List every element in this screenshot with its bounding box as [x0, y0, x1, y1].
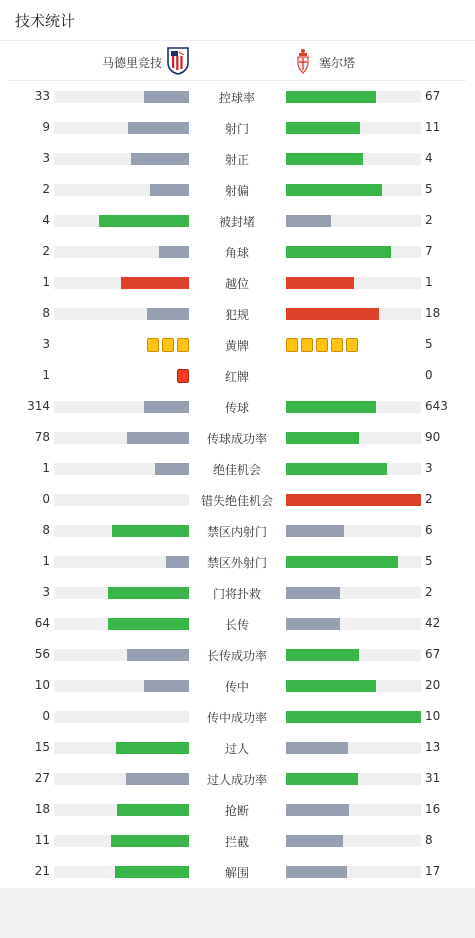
away-bar-track — [286, 401, 421, 413]
home-value: 3 — [42, 151, 50, 165]
stat-label: 过人成功率 — [206, 773, 267, 787]
away-bar-fill — [286, 711, 421, 723]
stat-row — [0, 422, 475, 453]
stat-row — [0, 732, 475, 763]
home-value: 2 — [42, 244, 50, 258]
yellow-card-icon — [331, 338, 343, 352]
away-bar-track — [286, 91, 421, 103]
away-bar-track — [286, 711, 421, 723]
home-bar-track — [54, 308, 189, 320]
home-bar-track — [54, 463, 189, 475]
away-value: 643 — [425, 399, 448, 413]
home-bar-fill — [115, 866, 189, 878]
stat-label: 禁区内射门 — [206, 525, 267, 539]
stat-label: 犯规 — [224, 308, 249, 322]
away-value: 2 — [425, 492, 433, 506]
home-value: 8 — [42, 523, 50, 537]
away-bar-fill — [286, 649, 359, 661]
stat-row — [0, 329, 475, 360]
stat-row — [0, 205, 475, 236]
home-bar-track — [54, 401, 189, 413]
away-value: 16 — [425, 802, 441, 816]
home-bar-track — [54, 184, 189, 196]
home-bar-fill — [116, 742, 189, 754]
home-bar-fill — [131, 153, 189, 165]
stat-label: 禁区外射门 — [206, 556, 267, 570]
home-bar-fill — [111, 835, 189, 847]
home-bar-fill — [112, 525, 189, 537]
stat-label: 传中 — [224, 680, 249, 694]
home-bar-fill — [127, 432, 189, 444]
stat-row — [0, 577, 475, 608]
home-value: 33 — [34, 89, 50, 103]
away-value: 1 — [425, 275, 433, 289]
home-value: 78 — [34, 430, 50, 444]
away-value: 11 — [425, 120, 441, 134]
away-bar-track — [286, 463, 421, 475]
home-value: 2 — [42, 182, 50, 196]
stat-row — [0, 174, 475, 205]
home-value: 1 — [42, 461, 50, 475]
home-bar-fill — [108, 618, 189, 630]
away-bar-fill — [286, 432, 359, 444]
stat-row — [0, 794, 475, 825]
away-bar-fill — [286, 556, 398, 568]
home-bar-track — [54, 556, 189, 568]
away-value: 3 — [425, 461, 433, 475]
away-bar-fill — [286, 866, 347, 878]
away-bar-fill — [286, 773, 358, 785]
stat-label: 红牌 — [224, 370, 249, 384]
stat-row — [0, 825, 475, 856]
home-bar-track — [54, 277, 189, 289]
away-bar-fill — [286, 246, 391, 258]
stat-row — [0, 546, 475, 577]
away-bar-track — [286, 122, 421, 134]
home-bar-fill — [121, 277, 189, 289]
away-value: 2 — [425, 585, 433, 599]
home-bar-fill — [150, 184, 189, 196]
stat-label: 控球率 — [218, 91, 255, 105]
stat-label: 被封堵 — [218, 215, 255, 229]
home-bar-track — [54, 773, 189, 785]
home-value: 1 — [42, 275, 50, 289]
away-bar-track — [286, 153, 421, 165]
home-bar-track — [54, 649, 189, 661]
home-bar-track — [54, 587, 189, 599]
away-bar-fill — [286, 587, 340, 599]
away-value: 10 — [425, 709, 441, 723]
away-bar-fill — [286, 308, 379, 320]
stat-label: 射门 — [224, 122, 249, 136]
away-bar-fill — [286, 494, 421, 506]
yellow-card-icon — [177, 338, 189, 352]
away-value: 5 — [425, 554, 433, 568]
home-value: 3 — [42, 585, 50, 599]
home-bar-fill — [144, 401, 189, 413]
home-value: 1 — [42, 368, 50, 382]
stat-row — [0, 267, 475, 298]
page-title: 技术统计 — [15, 12, 76, 30]
stat-label: 拦截 — [224, 835, 249, 849]
stat-label: 射正 — [224, 153, 249, 167]
stat-label: 绝佳机会 — [212, 463, 261, 477]
away-value: 20 — [425, 678, 441, 692]
home-bar-track — [54, 618, 189, 630]
away-value: 6 — [425, 523, 433, 537]
away-value: 67 — [425, 647, 441, 661]
away-bar-track — [286, 277, 421, 289]
home-bar-fill — [166, 556, 189, 568]
stat-label: 射偏 — [224, 184, 249, 198]
away-bar-track — [286, 866, 421, 878]
away-bar-fill — [286, 742, 348, 754]
stat-label: 门将扑救 — [212, 587, 261, 601]
atletico-crest-icon[interactable] — [167, 47, 189, 75]
home-bar-track — [54, 122, 189, 134]
home-bar-fill — [117, 804, 189, 816]
stat-row — [0, 763, 475, 794]
yellow-card-icon — [162, 338, 174, 352]
stat-label: 抢断 — [224, 804, 249, 818]
away-value: 31 — [425, 771, 441, 785]
home-value: 3 — [42, 337, 50, 351]
home-value: 21 — [34, 864, 50, 878]
away-bar-track — [286, 649, 421, 661]
stat-label: 越位 — [224, 277, 249, 291]
away-bar-track — [286, 742, 421, 754]
home-value: 1 — [42, 554, 50, 568]
stat-row — [0, 298, 475, 329]
away-bar-track — [286, 215, 421, 227]
away-value: 67 — [425, 89, 441, 103]
stat-label: 传球 — [224, 401, 249, 415]
home-value: 64 — [34, 616, 50, 630]
away-bar-fill — [286, 153, 363, 165]
stat-label: 长传 — [224, 618, 249, 632]
team-header — [8, 41, 466, 81]
home-bar-track — [54, 866, 189, 878]
stat-row — [0, 484, 475, 515]
away-value: 42 — [425, 616, 441, 630]
away-bar-track — [286, 804, 421, 816]
yellow-card-icon — [147, 338, 159, 352]
away-bar-fill — [286, 680, 376, 692]
celta-crest-icon[interactable] — [296, 48, 310, 74]
away-value: 8 — [425, 833, 433, 847]
away-value: 7 — [425, 244, 433, 258]
stat-row — [0, 701, 475, 732]
away-bar-fill — [286, 618, 340, 630]
home-bar-track — [54, 835, 189, 847]
home-value: 0 — [42, 492, 50, 506]
away-bar-track — [286, 587, 421, 599]
home-bar-fill — [99, 215, 189, 227]
home-value: 0 — [42, 709, 50, 723]
stat-label: 角球 — [224, 246, 249, 260]
yellow-card-icon — [301, 338, 313, 352]
stat-row — [0, 453, 475, 484]
away-bar-fill — [286, 463, 387, 475]
home-bar-fill — [155, 463, 189, 475]
stat-row — [0, 236, 475, 267]
home-value: 9 — [42, 120, 50, 134]
home-cards — [177, 369, 189, 383]
stat-label: 传中成功率 — [206, 711, 267, 725]
home-value: 11 — [34, 833, 50, 847]
away-team-name[interactable]: 塞尔塔 — [319, 56, 356, 70]
home-bar-fill — [144, 680, 189, 692]
home-value: 27 — [34, 771, 50, 785]
home-bar-track — [54, 432, 189, 444]
home-bar-track — [54, 680, 189, 692]
yellow-card-icon — [286, 338, 298, 352]
home-team-name[interactable]: 马德里竞技 — [101, 56, 162, 70]
away-value: 5 — [425, 182, 433, 196]
stat-row — [0, 639, 475, 670]
away-bar-fill — [286, 122, 360, 134]
away-value: 4 — [425, 151, 433, 165]
yellow-card-icon — [346, 338, 358, 352]
stat-label: 错失绝佳机会 — [200, 494, 273, 508]
stat-label: 长传成功率 — [206, 649, 267, 663]
away-bar-fill — [286, 401, 376, 413]
yellow-card-icon — [316, 338, 328, 352]
stat-row — [0, 608, 475, 639]
stat-row — [0, 670, 475, 701]
home-bar-fill — [127, 649, 189, 661]
away-bar-track — [286, 556, 421, 568]
away-bar-track — [286, 432, 421, 444]
home-bar-fill — [126, 773, 189, 785]
stat-label: 传球成功率 — [206, 432, 267, 446]
home-value: 8 — [42, 306, 50, 320]
stat-row — [0, 391, 475, 422]
home-value: 18 — [34, 802, 50, 816]
away-bar-track — [286, 773, 421, 785]
stat-label: 过人 — [224, 742, 249, 756]
away-bar-fill — [286, 835, 343, 847]
home-bar-fill — [159, 246, 189, 258]
away-bar-fill — [286, 215, 331, 227]
away-value: 5 — [425, 337, 433, 351]
home-bar-track — [54, 711, 189, 723]
home-bar-track — [54, 494, 189, 506]
away-bar-track — [286, 308, 421, 320]
away-value: 90 — [425, 430, 441, 444]
home-bar-track — [54, 153, 189, 165]
away-bar-fill — [286, 525, 344, 537]
stat-label: 解围 — [224, 866, 249, 880]
stat-row — [0, 515, 475, 546]
away-value: 2 — [425, 213, 433, 227]
home-bar-fill — [144, 91, 189, 103]
away-bar-track — [286, 525, 421, 537]
home-bar-track — [54, 246, 189, 258]
home-value: 4 — [42, 213, 50, 227]
away-bar-fill — [286, 277, 354, 289]
home-value: 10 — [34, 678, 50, 692]
away-bar-track — [286, 246, 421, 258]
stat-row — [0, 112, 475, 143]
away-bar-track — [286, 835, 421, 847]
away-bar-fill — [286, 91, 376, 103]
home-cards — [147, 338, 189, 352]
away-bar-track — [286, 618, 421, 630]
away-bar-track — [286, 494, 421, 506]
home-bar-fill — [147, 308, 189, 320]
away-value: 17 — [425, 864, 441, 878]
stat-row — [0, 143, 475, 174]
stat-row — [0, 856, 475, 887]
away-bar-track — [286, 680, 421, 692]
away-bar-fill — [286, 184, 382, 196]
home-bar-fill — [108, 587, 189, 599]
home-value: 56 — [34, 647, 50, 661]
home-bar-track — [54, 91, 189, 103]
home-value: 15 — [34, 740, 50, 754]
home-value: 314 — [27, 399, 50, 413]
away-value: 18 — [425, 306, 441, 320]
away-cards — [286, 338, 358, 352]
red-card-icon — [177, 369, 189, 383]
away-bar-track — [286, 184, 421, 196]
stat-label: 黄牌 — [224, 339, 249, 353]
home-bar-track — [54, 525, 189, 537]
home-bar-track — [54, 215, 189, 227]
away-value: 13 — [425, 740, 441, 754]
home-bar-track — [54, 804, 189, 816]
stat-row — [0, 81, 475, 112]
home-bar-track — [54, 742, 189, 754]
away-bar-fill — [286, 804, 349, 816]
home-bar-fill — [128, 122, 189, 134]
stat-row — [0, 360, 475, 391]
away-value: 0 — [425, 368, 433, 382]
